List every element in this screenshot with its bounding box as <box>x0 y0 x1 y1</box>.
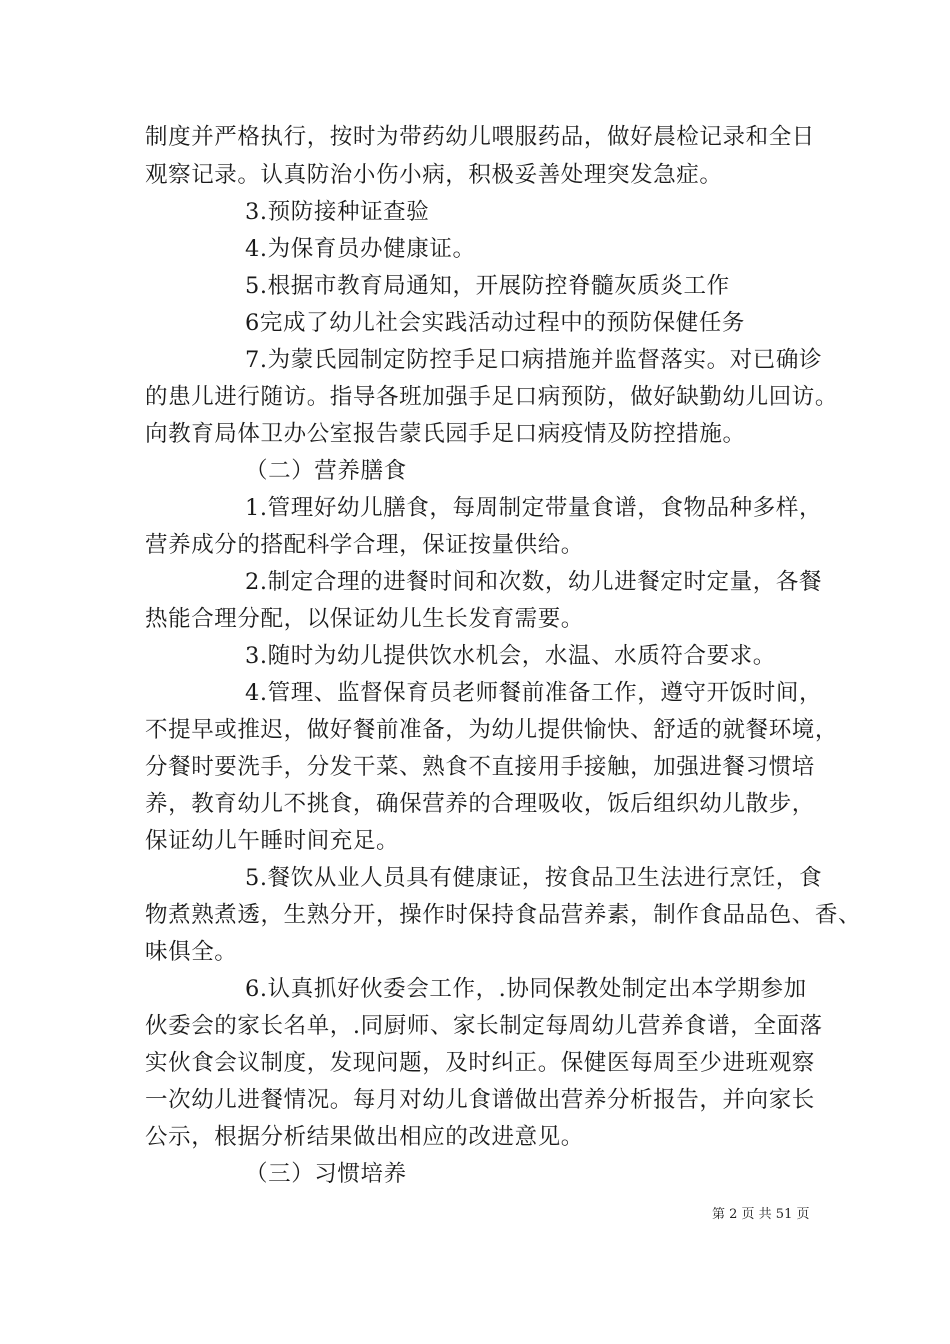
text-line: 保证幼儿午睡时间充足。 <box>145 828 400 854</box>
text-line: 的患儿进行随访。指导各班加强手足口病预防，做好缺勤幼儿回访。 <box>145 384 839 410</box>
text-line: 3.预防接种证查验 <box>245 199 430 225</box>
text-line: 1.管理好幼儿膳食，每周制定带量食谱，食物品种多样， <box>245 495 823 521</box>
text-line: 2.制定合理的进餐时间和次数，幼儿进餐定时定量，各餐 <box>245 569 823 595</box>
text-line: 4.管理、监督保育员老师餐前准备工作，遵守开饭时间， <box>245 680 823 706</box>
page-number: 第 2 页 共 51 页 <box>712 1207 810 1222</box>
text-line: 热能合理分配，以保证幼儿生长发育需要。 <box>145 606 584 632</box>
text-line: 制度并严格执行，按时为带药幼儿喂服药品，做好晨检记录和全日 <box>145 124 815 150</box>
section-heading: （三）习惯培养 <box>245 1161 407 1187</box>
text-line: 营养成分的搭配科学合理，保证按量供给。 <box>145 532 584 558</box>
text-line: 7.为蒙氏园制定防控手足口病措施并监督落实。对已确诊 <box>245 347 823 373</box>
text-line: 公示，根据分析结果做出相应的改进意见。 <box>145 1124 584 1150</box>
text-line: 5.根据市教育局通知，开展防控脊髓灰质炎工作 <box>245 273 730 299</box>
text-line: 6.认真抓好伙委会工作，.协同保教处制定出本学期参加 <box>245 976 807 1002</box>
text-line: 不提早或推迟，做好餐前准备，为幼儿提供愉快、舒适的就餐环境， <box>145 717 839 743</box>
text-line: 观察记录。认真防治小伤小病，积极妥善处理突发急症。 <box>145 162 723 188</box>
text-line: 分餐时要洗手，分发干菜、熟食不直接用手接触，加强进餐习惯培 <box>145 754 815 780</box>
text-line: 6完成了幼儿社会实践活动过程中的预防保健任务 <box>245 310 746 336</box>
text-line: 实伙食会议制度，发现问题，及时纠正。保健医每周至少进班观察 <box>145 1050 815 1076</box>
section-heading: （二）营养膳食 <box>245 458 407 484</box>
text-line: 味俱全。 <box>145 939 238 965</box>
text-line: 5.餐饮从业人员具有健康证，按食品卫生法进行烹饪，食 <box>245 865 823 891</box>
text-line: 伙委会的家长名单，.同厨师、家长制定每周幼儿营养食谱，全面落 <box>145 1013 823 1039</box>
text-line: 向教育局体卫办公室报告蒙氏园手足口病疫情及防控措施。 <box>145 421 746 447</box>
text-line: 物煮熟煮透，生熟分开，操作时保持食品营养素，制作食品品色、香、 <box>145 902 862 928</box>
text-line: 养，教育幼儿不挑食，确保营养的合理吸收，饭后组织幼儿散步， <box>145 791 815 817</box>
text-line: 4.为保育员办健康证。 <box>245 236 476 262</box>
text-line: 一次幼儿进餐情况。每月对幼儿食谱做出营养分析报告，并向家长 <box>145 1087 815 1113</box>
text-line: 3.随时为幼儿提供饮水机会，水温、水质符合要求。 <box>245 643 776 669</box>
